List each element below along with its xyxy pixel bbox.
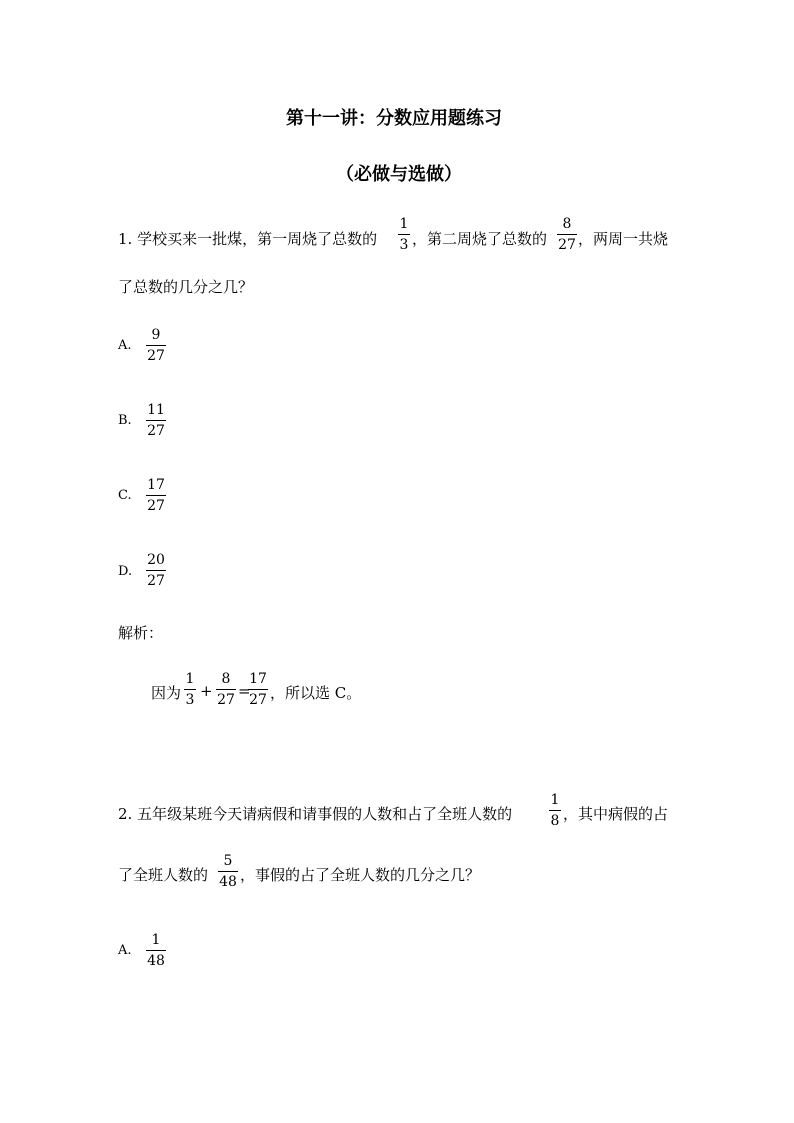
question-2-text-d: ，事假的占了全班人数的几分之几？ <box>240 866 481 884</box>
plus-sign: + <box>200 682 213 700</box>
option-fraction: 1 48 <box>147 932 165 969</box>
question-2-text-a: 2. 五年级某班今天请病假和请事假的人数和占了全班人数的 <box>118 805 513 823</box>
option-fraction: 20 27 <box>147 552 165 589</box>
option-label: A. <box>118 338 132 353</box>
fraction: 1 3 <box>185 671 195 708</box>
question-1-text-c: ，两周一共烧 <box>578 230 669 248</box>
fraction: 1 3 <box>399 216 409 253</box>
option-label: B. <box>118 413 132 428</box>
question-1-text-d: 了总数的几分之几？ <box>118 278 254 296</box>
option-label: C. <box>118 488 132 503</box>
option-label: A. <box>118 943 132 958</box>
fraction: 8 27 <box>217 671 235 708</box>
question-2-text-b: ，其中病假的占 <box>563 805 669 823</box>
page-subtitle: （必做与选做） <box>336 164 462 185</box>
equals-sign: = <box>238 682 251 700</box>
analysis-prefix: 因为 <box>151 684 182 702</box>
analysis-suffix: ，所以选 C。 <box>270 684 362 702</box>
analysis-label: 解析： <box>118 624 164 642</box>
question-1-text-b: ，第二周烧了总数的 <box>412 230 548 248</box>
option-label: D. <box>118 564 133 579</box>
fraction: 5 48 <box>219 853 237 890</box>
fraction: 1 8 <box>550 792 560 829</box>
fraction: 17 27 <box>249 671 267 708</box>
option-fraction: 11 27 <box>147 402 165 439</box>
question-2-text-c: 了全班人数的 <box>118 866 209 884</box>
question-1-text-a: 1. 学校买来一批煤，第一周烧了总数的 <box>118 230 378 248</box>
fraction: 8 27 <box>558 216 576 253</box>
option-fraction: 17 27 <box>147 477 165 514</box>
page-title: 第十一讲：分数应用题练习 <box>286 108 502 129</box>
option-fraction: 9 27 <box>147 327 165 364</box>
